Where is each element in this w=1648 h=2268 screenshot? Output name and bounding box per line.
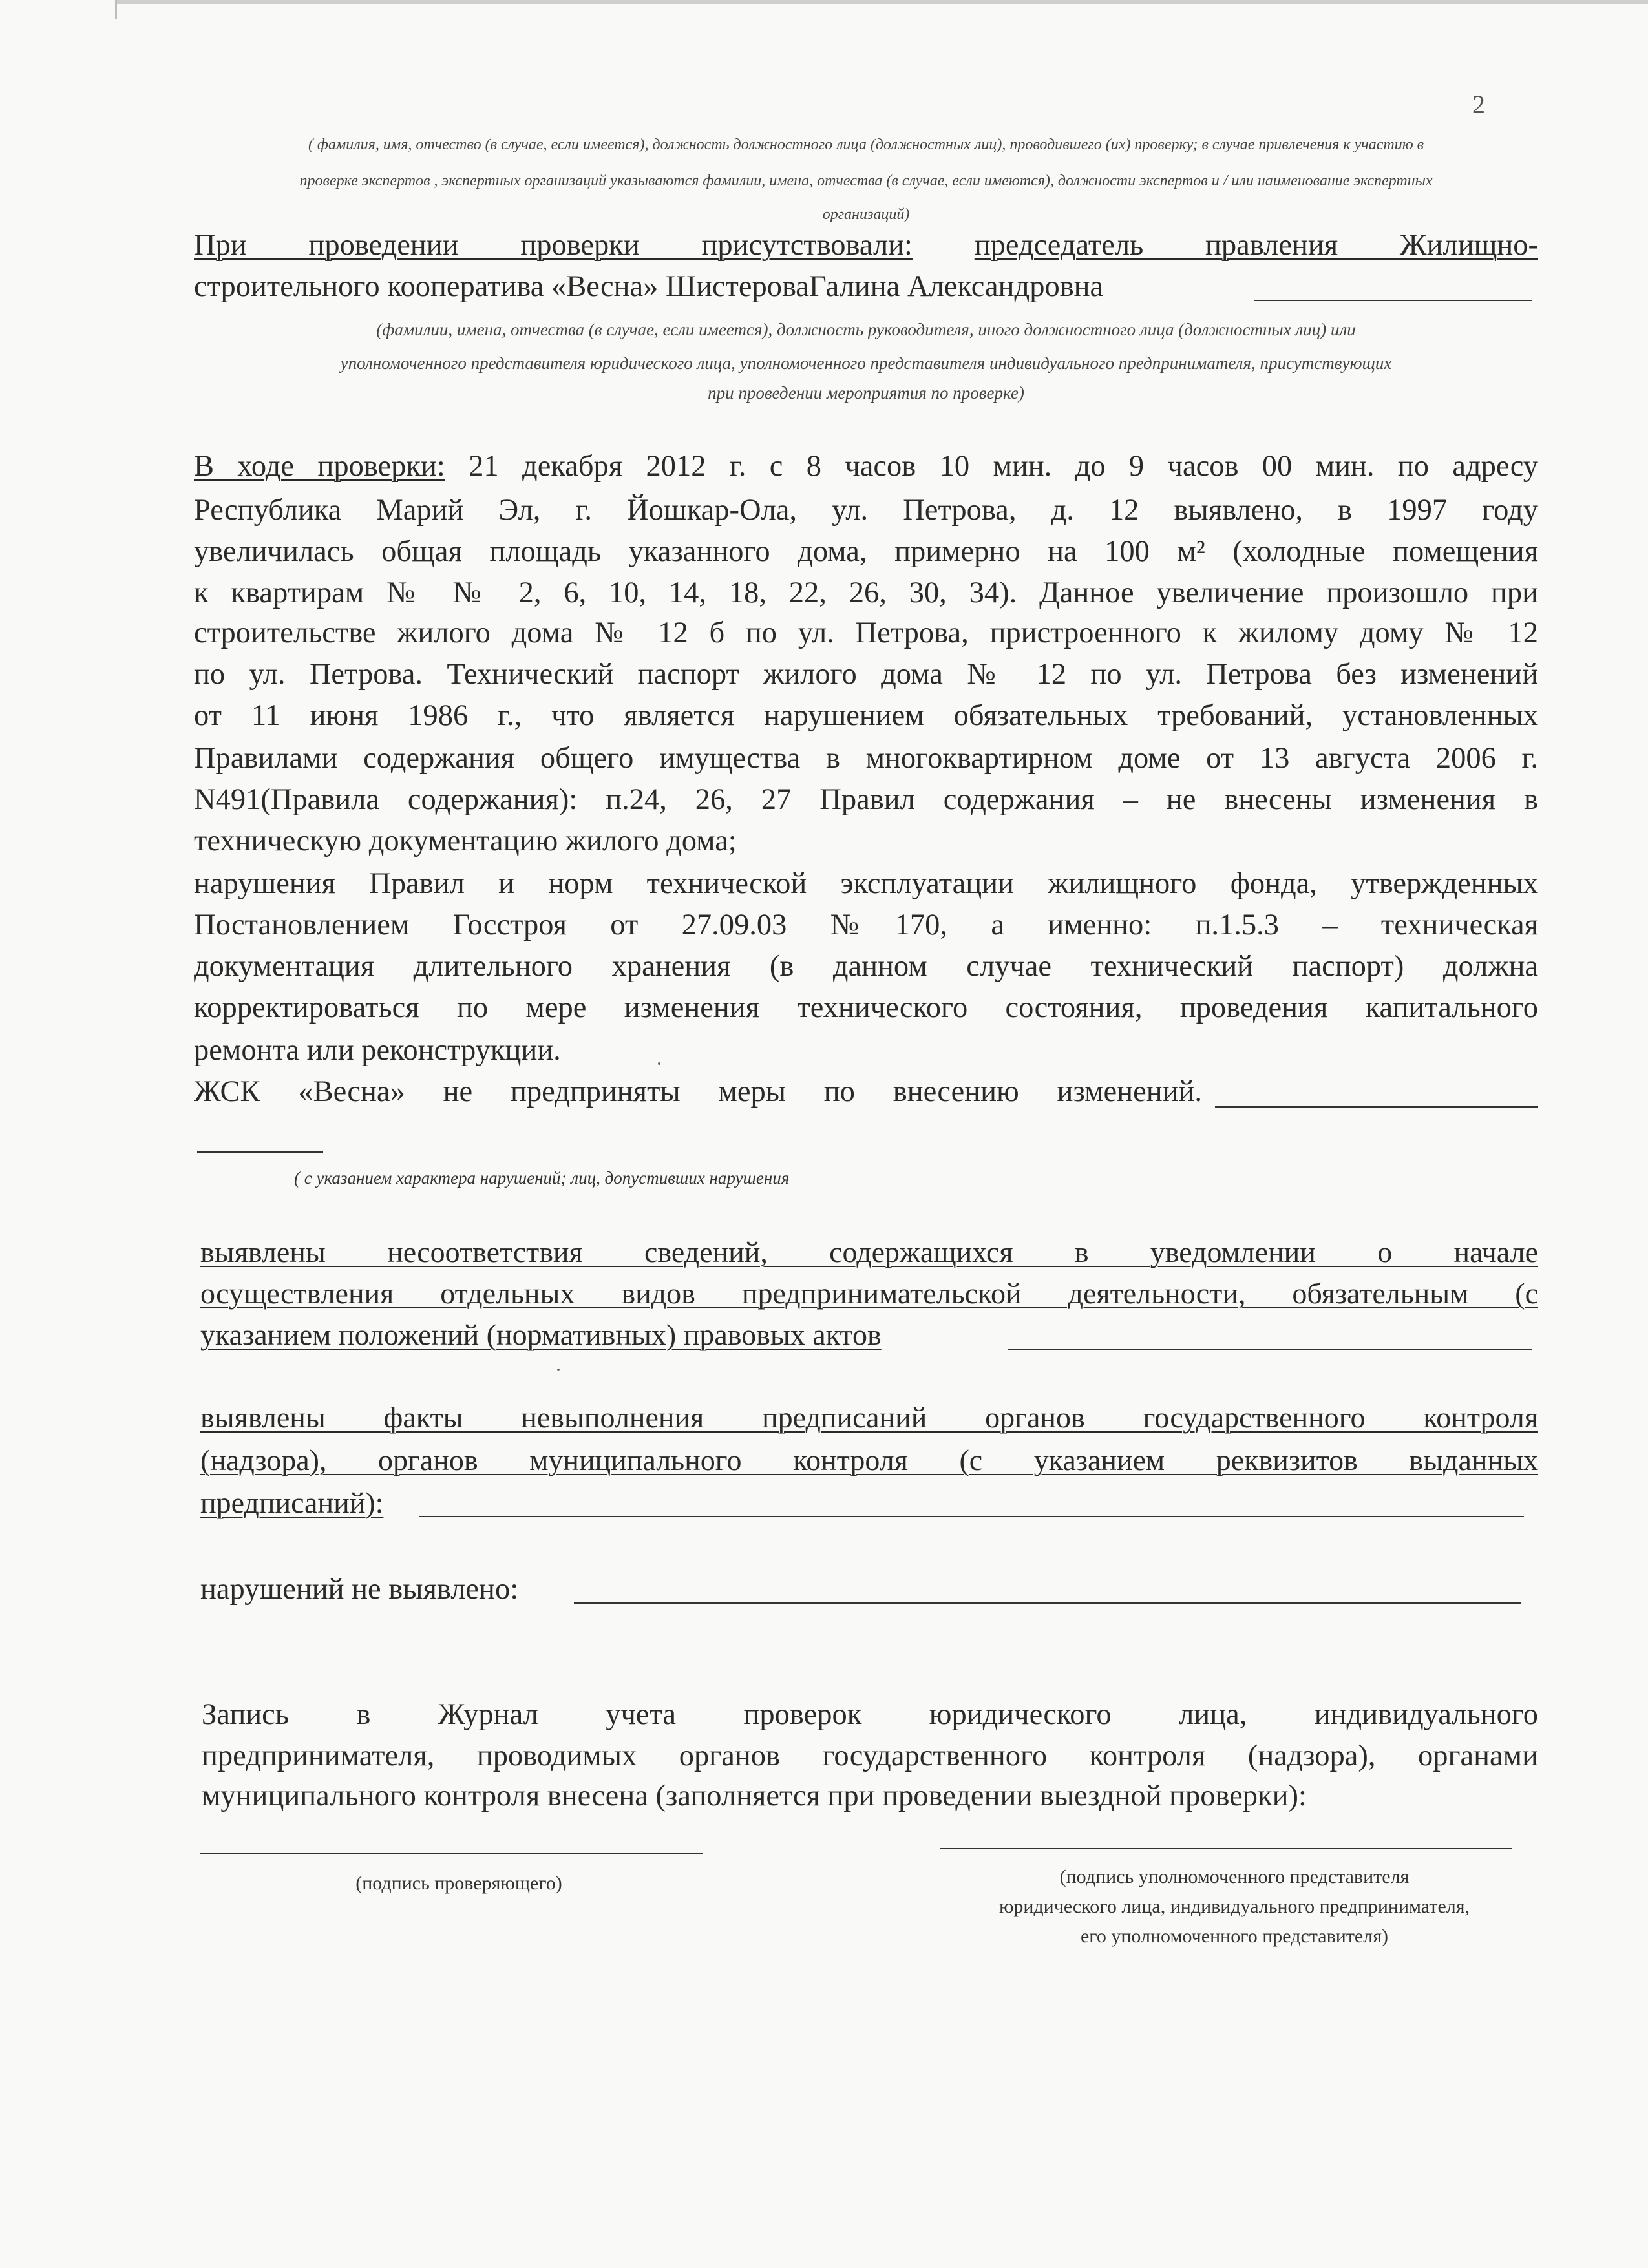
representative-signature-caption-line-2: юридического лица, индивидуального предпринимателя, bbox=[998, 1896, 1470, 1917]
representative-signature-caption-line-3: его уполномоченного представителя) bbox=[1080, 1926, 1388, 1947]
journal-line-2: предпринимателя, проводимых органов государственного контроля (надзора), органами bbox=[202, 1739, 1538, 1772]
mismatch-line-3: указанием положений (нормативных) правовых актов bbox=[200, 1318, 882, 1351]
findings-line-10: техническую документацию жилого дома; bbox=[194, 824, 737, 857]
journal-line-3: муниципального контроля внесена (заполняется при проведении выездной проверки): bbox=[202, 1780, 1307, 1812]
findings-blank-line bbox=[1215, 1106, 1538, 1108]
nonfulfillment-blank-line bbox=[419, 1516, 1524, 1517]
findings-date-address: 21 декабря 2012 г. с 8 часов 10 мин. до 9 часов 00 мин. по адресу bbox=[445, 450, 1538, 483]
page-number: 2 bbox=[1472, 90, 1485, 119]
findings-line-5: строительстве жилого дома № 12 б по ул. Петрова, пристроенного к жилому дому № 12 bbox=[194, 616, 1538, 649]
mismatch-line-2: осуществления отдельных видов предпринимательской деятельности, обязательным (с bbox=[200, 1277, 1538, 1310]
findings-line-7: от 11 июня 1986 г., что является нарушением обязательных требований, установленных bbox=[194, 699, 1538, 732]
findings-line-8: Правилами содержания общего имущества в многоквартирном доме от 13 августа 2006 г. bbox=[194, 742, 1538, 775]
present-blank-line bbox=[1254, 300, 1532, 301]
findings-line-14: корректироваться по мере изменения технического состояния, проведения капитального bbox=[194, 991, 1538, 1024]
representative-signature-caption-line-1: (подпись уполномоченного представителя bbox=[1059, 1866, 1410, 1887]
nonfulfillment-line-2: (надзора), органов муниципального контроля (с указанием реквизитов выданных bbox=[200, 1444, 1538, 1476]
no-violations-label: нарушений не выявлено: bbox=[200, 1573, 519, 1606]
present-position: председатель правления Жилищно- bbox=[974, 229, 1539, 262]
mismatch-blank-line bbox=[1008, 1349, 1532, 1350]
findings-line-6: по ул. Петрова. Технический паспорт жилого дома № 12 по ул. Петрова без изменений bbox=[194, 658, 1538, 691]
inspector-caption-line-2: проверке экспертов , экспертных организаций указываются фамилии, имена, отчества (в случае, если имеются), должности экспертов и / или наименование экспертных bbox=[299, 173, 1433, 189]
inspector-caption-line-3: организаций) bbox=[822, 206, 910, 223]
findings-label: В ходе проверки: bbox=[194, 450, 445, 483]
violations-caption: ( с указанием характера нарушений; лиц, допустивших нарушения bbox=[294, 1168, 790, 1188]
findings-line-16: ЖСК «Весна» не предприняты меры по внесению изменений. bbox=[194, 1075, 1202, 1108]
present-line-2: строительного кооператива «Весна» ШистероваГалина Александровна bbox=[194, 270, 1104, 303]
scan-dot bbox=[557, 1369, 560, 1371]
no-violations-blank-line bbox=[574, 1602, 1521, 1604]
mismatch-line-1: выявлены несоответствия сведений, содержащихся в уведомлении о начале bbox=[200, 1235, 1538, 1268]
inspector-caption-line-1: ( фамилия, имя, отчество (в случае, если имеется), должность должностного лица (должностных лиц), проводившего (их) проверку; в случае привлечения к участию в bbox=[308, 136, 1424, 153]
findings-line-1 bbox=[194, 447, 1538, 486]
findings-line-15: ремонта или реконструкции. bbox=[194, 1034, 561, 1067]
present-label: При проведении проверки присутствовали: bbox=[194, 229, 913, 262]
scan-dot bbox=[658, 1062, 660, 1065]
present-caption-line-3: при проведении мероприятия по проверке) bbox=[708, 383, 1024, 403]
findings-line-12: Постановлением Госстроя от 27.09.03 №170, а именно: п.1.5.3 – техническая bbox=[194, 908, 1538, 941]
findings-line-13: документация длительного хранения (в данном случае технический паспорт) должна bbox=[194, 950, 1538, 983]
representative-signature-line bbox=[940, 1848, 1512, 1849]
findings-line-2: Республика Марий Эл, г. Йошкар-Ола, ул. Петрова, д. 12 выявлено, в 1997 году bbox=[194, 494, 1538, 527]
nonfulfillment-line-1: выявлены факты невыполнения предписаний органов государственного контроля bbox=[200, 1401, 1538, 1434]
inspector-signature-line bbox=[200, 1853, 703, 1854]
present-line-1 bbox=[194, 226, 1538, 265]
present-caption-line-2: уполномоченного представителя юридического лица, уполномоченного представителя индивидуального предпринимателя, присутствующих bbox=[340, 353, 1392, 373]
findings-line-9: N491(Правила содержания): п.24, 26, 27 Правил содержания – не внесены изменения в bbox=[194, 783, 1538, 816]
scan-edge bbox=[116, 0, 1648, 4]
present-caption-line-1: (фамилии, имена, отчества (в случае, если имеется), должность руководителя, иного должностного лица (должностных лиц) или bbox=[376, 320, 1356, 339]
inspector-signature-caption: (подпись проверяющего) bbox=[355, 1873, 562, 1894]
findings-line-3: увеличилась общая площадь указанного дома, примерно на 100 м² (холодные помещения bbox=[194, 535, 1538, 568]
journal-line-1: Запись в Журнал учета проверок юридического лица, индивидуального bbox=[202, 1698, 1538, 1731]
findings-line-11: нарушения Правил и норм технической эксплуатации жилищного фонда, утвержденных bbox=[194, 867, 1538, 900]
nonfulfillment-line-3: предписаний): bbox=[200, 1486, 384, 1519]
findings-line-4: к квартирам № № 2, 6, 10, 14, 18, 22, 26, 30, 34). Данное увеличение произошло при bbox=[194, 576, 1538, 609]
findings-blank-line-2 bbox=[197, 1151, 323, 1153]
scan-edge-left bbox=[115, 0, 117, 19]
